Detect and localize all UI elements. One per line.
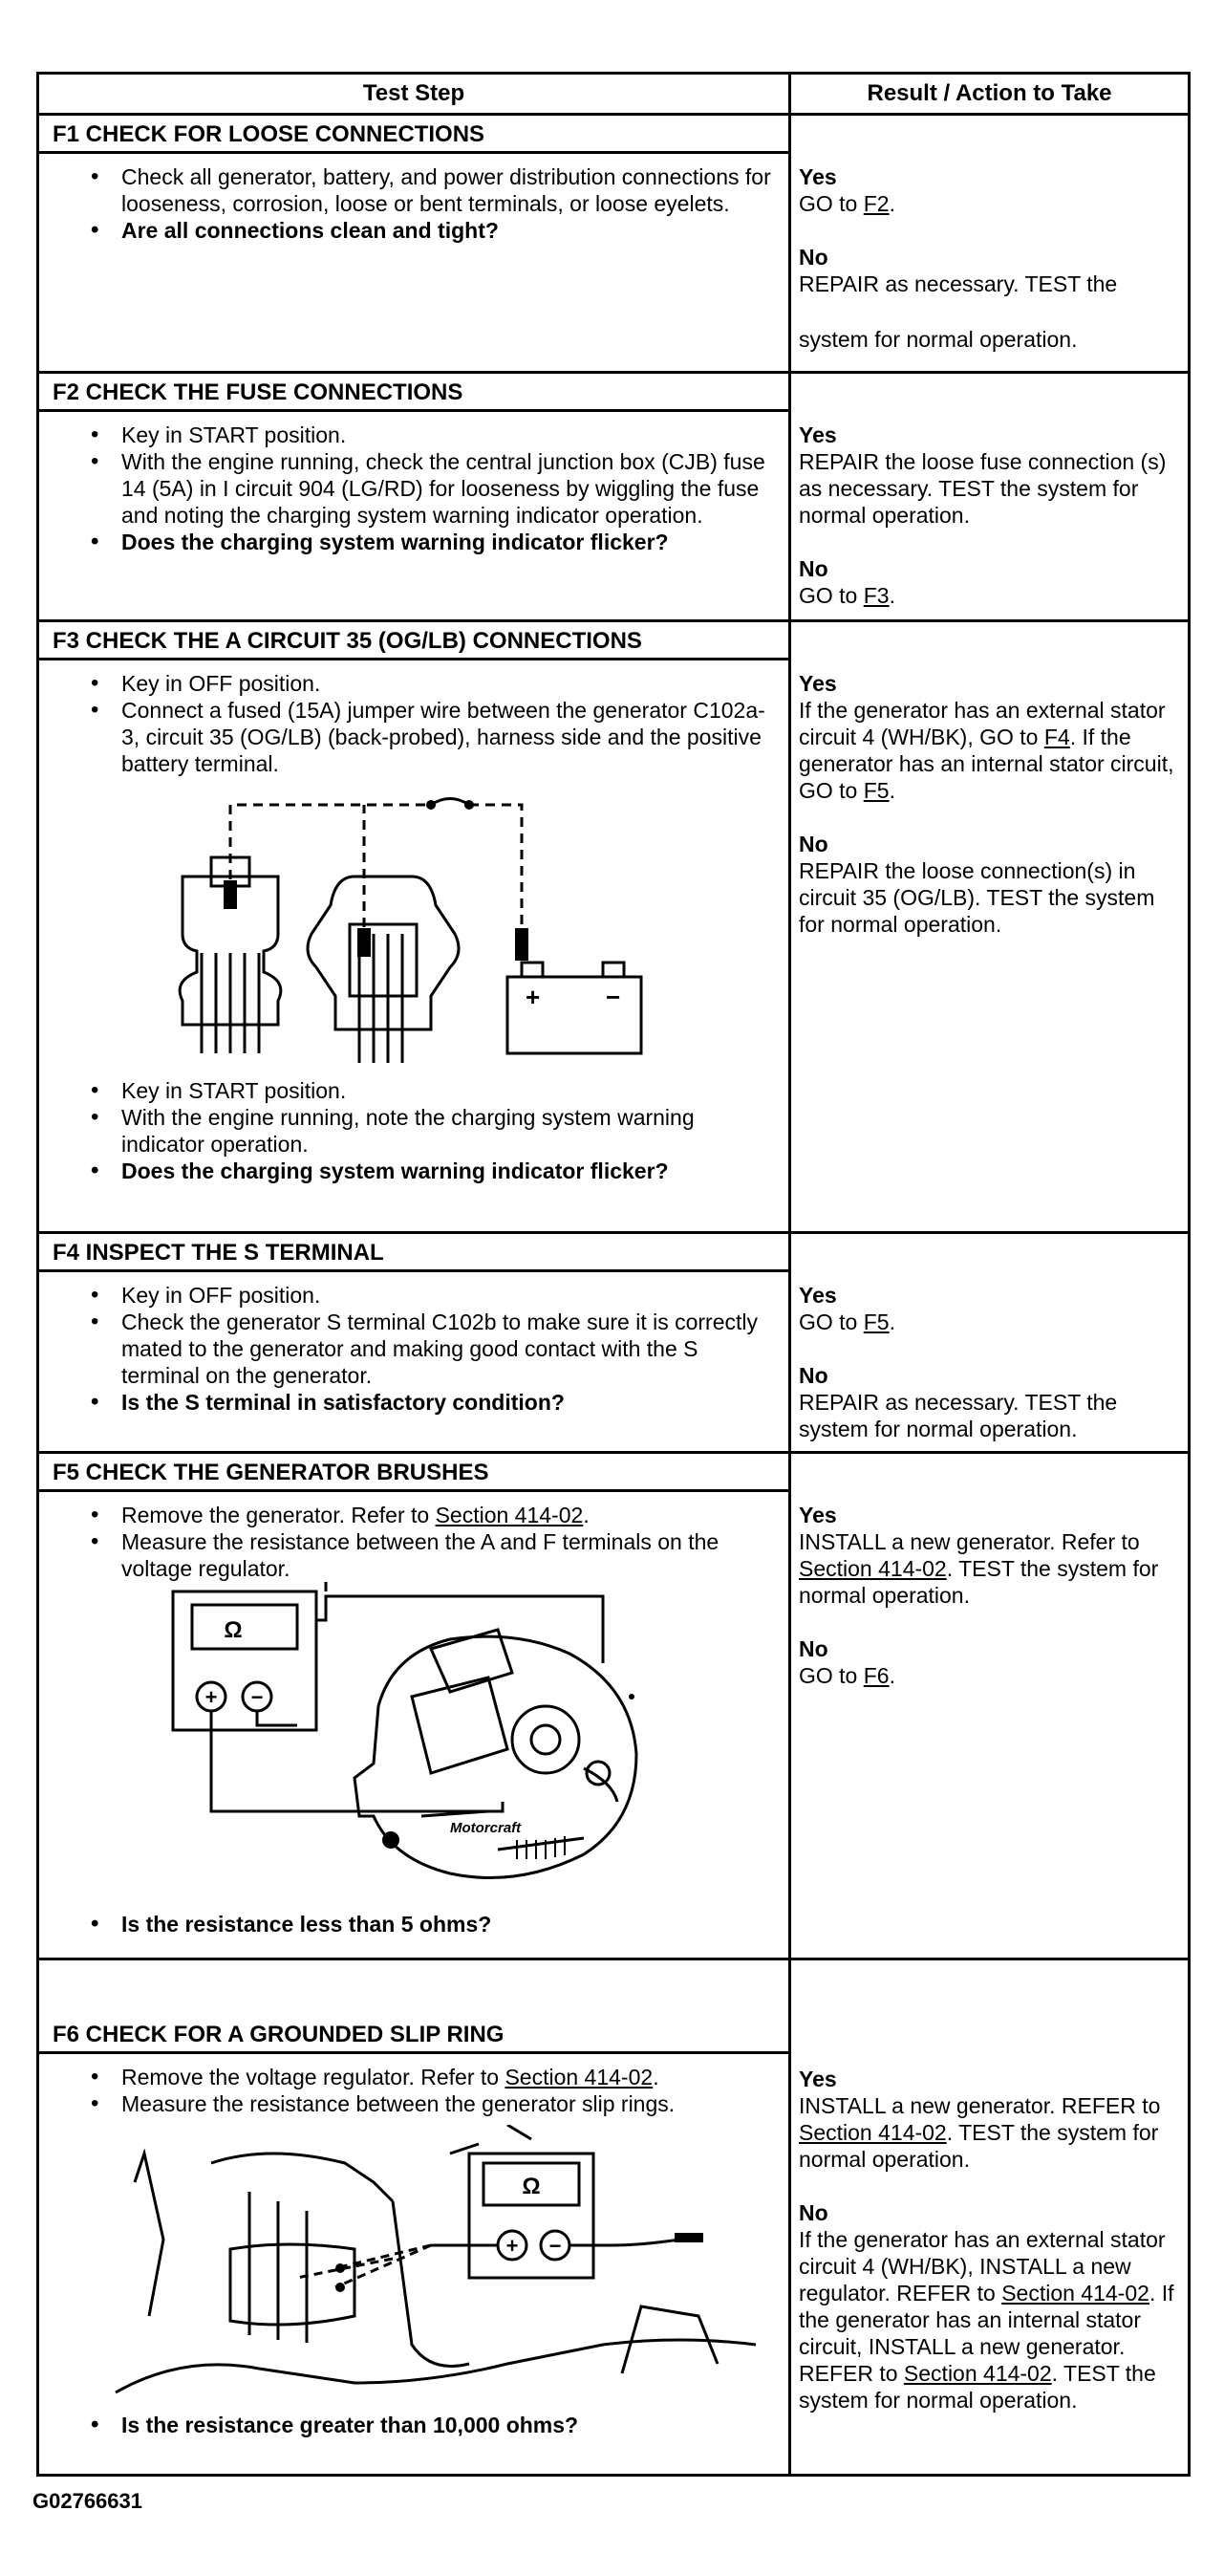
bullet-text: Remove the generator. Refer to	[121, 1503, 436, 1527]
step-bullets-f5-b	[39, 1911, 788, 1937]
ohm-symbol-icon: Ω	[522, 2174, 541, 2199]
yes-text: GO to	[799, 191, 864, 216]
bullet-item	[121, 1502, 788, 1528]
yes-label: Yes	[799, 1503, 837, 1527]
no-text: GO to	[799, 1663, 864, 1688]
step-bullets-f1	[39, 163, 788, 244]
no-text-b: . If the generator has an internal stator circuit, INSTALL a new generator. REFER to	[799, 2281, 1174, 2386]
no-text: GO to	[799, 583, 864, 608]
no-after: .	[889, 1663, 895, 1688]
step-bullets-f4	[39, 1282, 788, 1416]
yes-after: .	[889, 778, 895, 803]
step-title-f2: F2 CHECK THE FUSE CONNECTIONS	[39, 374, 788, 412]
yes-text-b: . If the generator has an internal stator circuit, GO to	[799, 725, 1174, 803]
step-cell-f5	[38, 1453, 790, 1959]
ohm-symbol-icon: Ω	[224, 1617, 243, 1643]
step-bullets-f3-b	[39, 1077, 788, 1184]
yes-action	[799, 1309, 1180, 1335]
meter-minus-label: −	[250, 1685, 264, 1709]
step-row-f3	[38, 621, 1190, 1233]
step-row-f5	[38, 1453, 1190, 1959]
bullet-item: • Measure the resistance between the A and F terminals on the voltage regulator.	[121, 1528, 788, 1582]
step-bullets-f6-b	[39, 2412, 788, 2438]
no-action	[799, 582, 1180, 609]
step-cell-f3	[38, 621, 790, 1233]
no-label: No	[799, 2200, 828, 2225]
result-cell-f6	[790, 1959, 1190, 2476]
no-label: No	[799, 556, 828, 581]
bullet-text: Remove the voltage regulator. Refer to	[121, 2065, 505, 2089]
link-section-414-02[interactable]: Section 414-02	[505, 2065, 654, 2089]
bullet-item: • Connect a fused (15A) jumper wire between the generator C102a-3, circuit 35 (OG/LB) (back-probed), harness side and the positive battery terminal.	[121, 697, 788, 777]
step-row-f1	[38, 115, 1190, 373]
header-test-step: Test Step	[38, 74, 790, 115]
step-row-f6	[38, 1959, 1190, 2476]
step-row-f4	[38, 1233, 1190, 1453]
bullet-after: .	[653, 2065, 659, 2089]
connector-jumper-diagram	[144, 790, 718, 1068]
slip-ring-diagram	[106, 2125, 794, 2412]
step-bullets-f3	[39, 670, 788, 777]
motorcraft-logo: Motorcraft	[450, 1820, 522, 1836]
yes-label: Yes	[799, 1283, 837, 1308]
step-title-f6: F6 CHECK FOR A GROUNDED SLIP RING	[39, 2016, 788, 2054]
question-item: • Is the S terminal in satisfactory condition?	[121, 1389, 788, 1416]
no-label: No	[799, 245, 828, 270]
bullet-after: .	[583, 1503, 590, 1527]
link-f5[interactable]: F5	[863, 778, 890, 803]
yes-text: GO to	[799, 1310, 864, 1334]
step-bullets-f2	[39, 422, 788, 555]
yes-after: .	[889, 191, 895, 216]
link-f4[interactable]: F4	[1043, 725, 1070, 749]
step-row-f2	[38, 373, 1190, 621]
no-text-a: If the generator has an external stator circuit 4 (WH/BK), INSTALL a new regulator. REFER to	[799, 2227, 1166, 2305]
yes-after: . TEST the system for normal operation.	[799, 2120, 1159, 2172]
meter-minus-label: −	[548, 2234, 562, 2258]
bullet-item: • With the engine running, check the central junction box (CJB) fuse 14 (5A) in I circuit 904 (LG/RD) for looseness by wiggling the fuse and noting the charging system warning indicator operation.	[121, 448, 788, 529]
step-title-f4: F4 INSPECT THE S TERMINAL	[39, 1234, 788, 1272]
result-cell-f2	[790, 373, 1190, 621]
yes-label: Yes	[799, 671, 837, 696]
link-f6[interactable]: F6	[863, 1663, 890, 1688]
no-after: .	[889, 583, 895, 608]
bullet-item: • Key in START position.	[121, 1077, 788, 1104]
bullet-item: • Key in OFF position.	[121, 670, 788, 697]
yes-label: Yes	[799, 2067, 837, 2091]
step-cell-f1	[38, 115, 790, 373]
yes-text-a: If the generator has an external stator circuit 4 (WH/BK), GO to	[799, 698, 1166, 749]
yes-label: Yes	[799, 422, 837, 447]
step-title-f3: F3 CHECK THE A CIRCUIT 35 (OG/LB) CONNECTIONS	[39, 622, 788, 660]
link-section-414-02[interactable]: Section 414-02	[903, 2361, 1052, 2386]
yes-action	[799, 190, 1180, 217]
bullet-item: • Key in OFF position.	[121, 1282, 788, 1309]
step-bullets-f6	[39, 2064, 788, 2117]
diagnostic-table	[36, 72, 1191, 2477]
link-section-414-02[interactable]: Section 414-02	[799, 2120, 947, 2145]
question-item: • Are all connections clean and tight?	[121, 217, 788, 244]
yes-action: REPAIR the loose fuse connection (s) as necessary. TEST the system for normal operation.	[799, 449, 1167, 528]
generator-brush-diagram	[135, 1582, 765, 1907]
link-section-414-02[interactable]: Section 414-02	[799, 1556, 947, 1581]
step-bullets-f5	[39, 1502, 788, 1582]
step-cell-f2	[38, 373, 790, 621]
link-f3[interactable]: F3	[863, 583, 890, 608]
bullet-item: • Key in START position.	[121, 422, 788, 448]
yes-text: INSTALL a new generator. Refer to	[799, 1529, 1140, 1554]
step-cell-f4	[38, 1233, 790, 1453]
question-item: • Does the charging system warning indicator flicker?	[121, 529, 788, 555]
link-f5[interactable]: F5	[863, 1310, 890, 1334]
no-label: No	[799, 832, 828, 856]
bullet-item: • Check all generator, battery, and power distribution connections for looseness, corrosion, loose or bent terminals, or loose eyelets.	[121, 163, 788, 217]
figure-code: G02766631	[32, 2489, 142, 2513]
no-after: . TEST the system for normal operation.	[799, 2361, 1156, 2413]
bullet-item: • Check the generator S terminal C102b to make sure it is correctly mated to the generator and making good contact with the S terminal on the generator.	[121, 1309, 788, 1389]
link-section-414-02[interactable]: Section 414-02	[435, 1503, 584, 1527]
question-item: • Is the resistance less than 5 ohms?	[121, 1911, 788, 1937]
no-label: No	[799, 1636, 828, 1661]
question-item: • Is the resistance greater than 10,000 ohms?	[121, 2412, 788, 2438]
result-cell-f1	[790, 115, 1190, 373]
bullet-item	[121, 2064, 788, 2090]
no-action: REPAIR as necessary. TEST the	[799, 271, 1118, 296]
meter-plus-label: +	[204, 1685, 218, 1709]
meter-plus-label: +	[505, 2234, 519, 2258]
step-cell-f6	[38, 1959, 790, 2476]
battery-minus-label: −	[606, 983, 621, 1011]
bullet-item: • With the engine running, note the charging system warning indicator operation.	[121, 1104, 788, 1158]
step-title-f1: F1 CHECK FOR LOOSE CONNECTIONS	[39, 116, 788, 154]
result-cell-f4	[790, 1233, 1190, 1453]
battery-plus-label: +	[526, 983, 541, 1011]
yes-label: Yes	[799, 164, 837, 189]
step-title-f5: F5 CHECK THE GENERATOR BRUSHES	[39, 1454, 788, 1492]
bullet-item: • Measure the resistance between the generator slip rings.	[121, 2090, 788, 2117]
no-label: No	[799, 1363, 828, 1388]
link-section-414-02[interactable]: Section 414-02	[1001, 2281, 1149, 2305]
result-cell-f5	[790, 1453, 1190, 1959]
yes-action	[799, 2092, 1180, 2173]
yes-action	[799, 697, 1180, 804]
result-cell-f3	[790, 621, 1190, 1233]
no-action-cont: system for normal operation.	[799, 327, 1078, 352]
question-item: • Does the charging system warning indicator flicker?	[121, 1158, 788, 1184]
link-f2[interactable]: F2	[863, 191, 890, 216]
yes-action	[799, 1528, 1180, 1609]
header-result-action: Result / Action to Take	[790, 74, 1190, 115]
yes-text: INSTALL a new generator. REFER to	[799, 2093, 1161, 2118]
yes-after: .	[889, 1310, 895, 1334]
no-action	[799, 2226, 1180, 2414]
no-action: REPAIR the loose connection(s) in circuit 35 (OG/LB). TEST the system for normal operation.	[799, 858, 1155, 937]
no-action: REPAIR as necessary. TEST the system for normal operation.	[799, 1390, 1118, 1441]
no-action	[799, 1662, 1180, 1689]
yes-after: . TEST the system for normal operation.	[799, 1556, 1159, 1608]
